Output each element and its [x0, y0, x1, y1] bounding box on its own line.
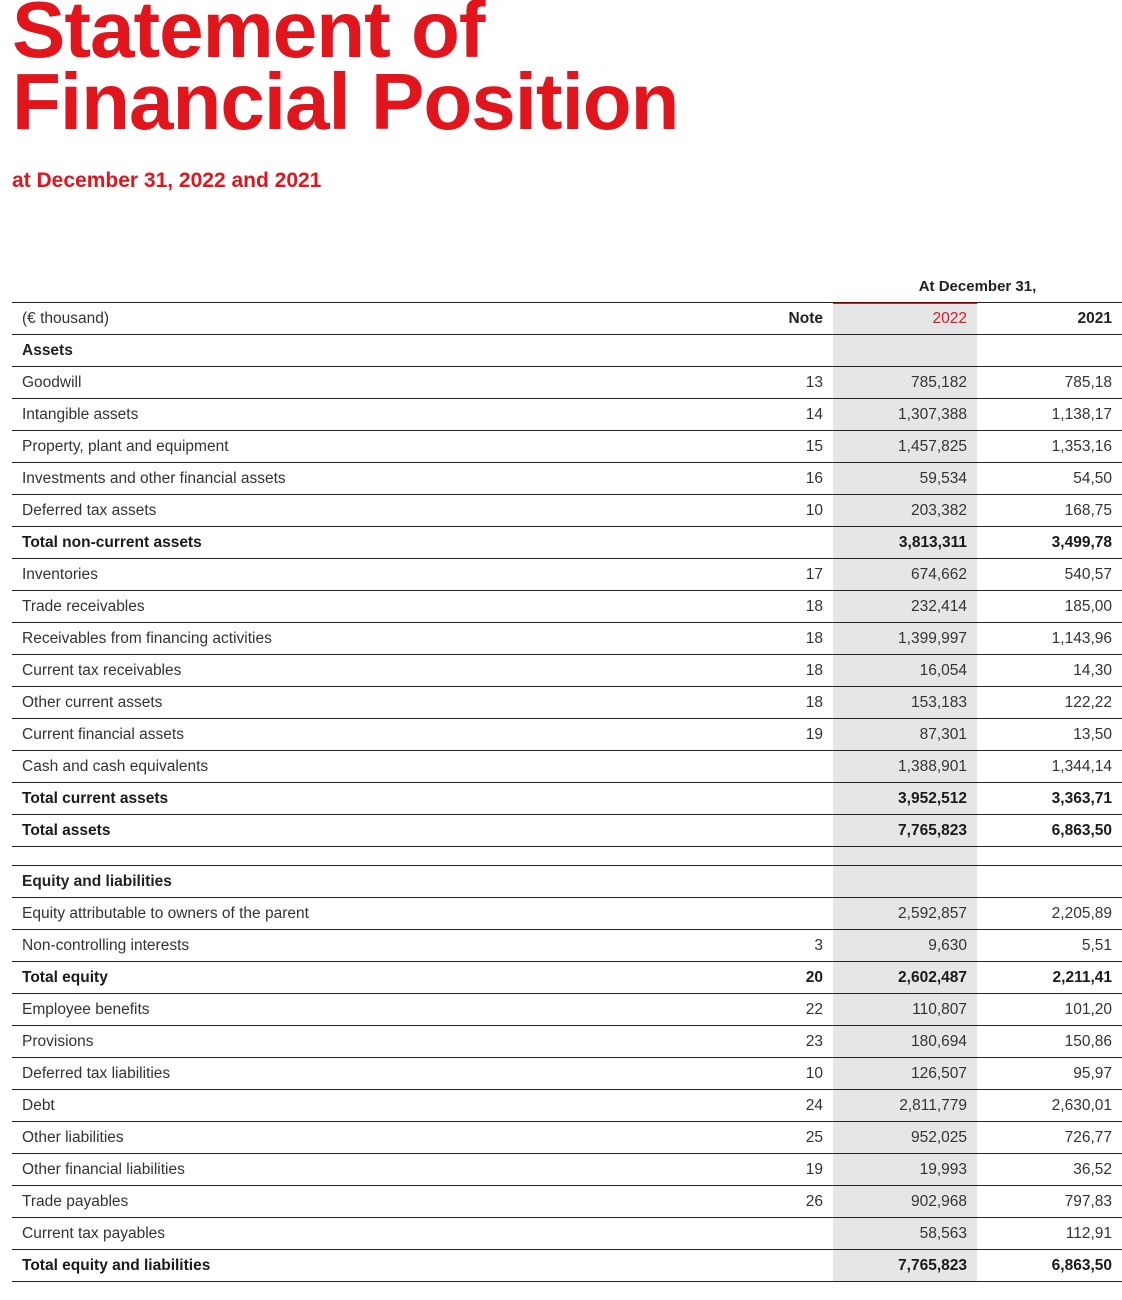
row-value-2021: 726,77: [977, 1122, 1122, 1154]
current-year-header: 2022: [833, 303, 977, 335]
row-label: Provisions: [12, 1026, 733, 1058]
row-note: 17: [733, 559, 833, 591]
note-column-header: Note: [733, 303, 833, 335]
table-row: [12, 1058, 1122, 1090]
row-value-2021: 168,75: [977, 495, 1122, 527]
page-title-line-1: Statement of: [12, 0, 485, 74]
row-label: Cash and cash equivalents: [12, 751, 733, 783]
row-note: 23: [733, 1026, 833, 1058]
row-value-2022: 110,807: [833, 994, 977, 1026]
table-row: [12, 1218, 1122, 1250]
total-row: [12, 815, 1122, 847]
table-row: [12, 751, 1122, 783]
row-value-2021: 150,86: [977, 1026, 1122, 1058]
row-value-2021: 6,863,50: [977, 815, 1122, 847]
row-note: 19: [733, 1154, 833, 1186]
table-row: [12, 1090, 1122, 1122]
table-row: [12, 655, 1122, 687]
row-value-2021: 185,00: [977, 591, 1122, 623]
row-value-2021: 2,630,01: [977, 1090, 1122, 1122]
row-value-2021: [977, 866, 1122, 898]
row-value-2021: 1,138,17: [977, 399, 1122, 431]
row-value-2021: 1,353,16: [977, 431, 1122, 463]
row-label: Investments and other financial assets: [12, 463, 733, 495]
row-value-2022: 952,025: [833, 1122, 977, 1154]
row-value-2022: 2,592,857: [833, 898, 977, 930]
row-label: Deferred tax assets: [12, 495, 733, 527]
table-row: [12, 495, 1122, 527]
row-value-2022: 2,602,487: [833, 962, 977, 994]
row-note: 18: [733, 591, 833, 623]
period-header-row: [12, 270, 1122, 303]
row-note: 10: [733, 495, 833, 527]
statement-table: [12, 270, 1122, 1282]
table-row: [12, 591, 1122, 623]
row-value-2021: 2,205,89: [977, 898, 1122, 930]
row-label: Debt: [12, 1090, 733, 1122]
row-note: 15: [733, 431, 833, 463]
row-note: [733, 1218, 833, 1250]
row-value-2022: 902,968: [833, 1186, 977, 1218]
row-label: Current tax receivables: [12, 655, 733, 687]
table-row: [12, 367, 1122, 399]
row-label: Total equity: [12, 962, 733, 994]
row-note: 14: [733, 399, 833, 431]
row-value-2021: 1,143,96: [977, 623, 1122, 655]
row-note: [733, 335, 833, 367]
row-value-2021: 797,83: [977, 1186, 1122, 1218]
row-label: Other current assets: [12, 687, 733, 719]
total-row: [12, 962, 1122, 994]
row-label: Trade payables: [12, 1186, 733, 1218]
row-value-2021: 540,57: [977, 559, 1122, 591]
table-row: [12, 463, 1122, 495]
row-note: 26: [733, 1186, 833, 1218]
row-note: 16: [733, 463, 833, 495]
row-value-2022: 19,993: [833, 1154, 977, 1186]
row-value-2022: 785,182: [833, 367, 977, 399]
row-label: Other financial liabilities: [12, 1154, 733, 1186]
row-value-2022: [833, 866, 977, 898]
row-label: Equity and liabilities: [12, 866, 733, 898]
row-value-2021: 785,18: [977, 367, 1122, 399]
row-value-2022: 1,388,901: [833, 751, 977, 783]
table-row: [12, 1154, 1122, 1186]
table-row: [12, 994, 1122, 1026]
row-value-2021: 112,91: [977, 1218, 1122, 1250]
row-label: Receivables from financing activities: [12, 623, 733, 655]
row-value-2022: 232,414: [833, 591, 977, 623]
table-row: [12, 1026, 1122, 1058]
table-row: [12, 431, 1122, 463]
table-row: [12, 898, 1122, 930]
row-note: 10: [733, 1058, 833, 1090]
row-note: [733, 866, 833, 898]
total-row: [12, 527, 1122, 559]
row-value-2021: 5,51: [977, 930, 1122, 962]
row-value-2021: 36,52: [977, 1154, 1122, 1186]
row-value-2022: 3,952,512: [833, 783, 977, 815]
table-row: [12, 930, 1122, 962]
table-row: [12, 1122, 1122, 1154]
row-value-2022: 1,399,997: [833, 623, 977, 655]
period-label: At December 31,: [918, 277, 1037, 295]
row-value-2021: 3,499,78: [977, 527, 1122, 559]
row-note: 25: [733, 1122, 833, 1154]
row-note: 18: [733, 623, 833, 655]
row-note: 22: [733, 994, 833, 1026]
row-note: [733, 783, 833, 815]
row-value-2021: 13,50: [977, 719, 1122, 751]
row-value-2022: 7,765,823: [833, 1250, 977, 1282]
row-label: Goodwill: [12, 367, 733, 399]
row-label: Total assets: [12, 815, 733, 847]
row-value-2021: 95,97: [977, 1058, 1122, 1090]
row-value-2022: 7,765,823: [833, 815, 977, 847]
row-value-2022: 180,694: [833, 1026, 977, 1058]
section-header-row: [12, 866, 1122, 898]
page-title: [12, 0, 679, 146]
row-value-2021: 14,30: [977, 655, 1122, 687]
row-note: [733, 815, 833, 847]
page-subtitle: at December 31, 2022 and 2021: [12, 169, 322, 192]
row-value-2022: 1,307,388: [833, 399, 977, 431]
row-note: 18: [733, 687, 833, 719]
row-value-2022: 9,630: [833, 930, 977, 962]
row-label: Equity attributable to owners of the parent: [12, 898, 733, 930]
unit-label: (€ thousand): [12, 303, 733, 335]
row-label: Total equity and liabilities: [12, 1250, 733, 1282]
section-header-row: [12, 335, 1122, 367]
row-note: 18: [733, 655, 833, 687]
row-value-2021: 2,211,41: [977, 962, 1122, 994]
row-value-2022: 87,301: [833, 719, 977, 751]
row-note: 19: [733, 719, 833, 751]
financial-position-table: [12, 270, 1122, 1282]
table-row: [12, 719, 1122, 751]
row-value-2022: 3,813,311: [833, 527, 977, 559]
row-note: 3: [733, 930, 833, 962]
row-value-2022: 674,662: [833, 559, 977, 591]
table-row: [12, 559, 1122, 591]
row-value-2022: 59,534: [833, 463, 977, 495]
section-spacer: [12, 847, 1122, 866]
row-label: Other liabilities: [12, 1122, 733, 1154]
row-note: 13: [733, 367, 833, 399]
row-value-2021: 54,50: [977, 463, 1122, 495]
row-value-2022: 58,563: [833, 1218, 977, 1250]
column-header-row: [12, 303, 1122, 335]
page-title-line-2: Financial Position: [12, 57, 679, 146]
row-label: Assets: [12, 335, 733, 367]
table-row: [12, 687, 1122, 719]
row-note: 20: [733, 962, 833, 994]
table-row: [12, 1186, 1122, 1218]
row-note: [733, 898, 833, 930]
row-label: Current financial assets: [12, 719, 733, 751]
row-value-2022: 2,811,779: [833, 1090, 977, 1122]
row-value-2022: 126,507: [833, 1058, 977, 1090]
row-value-2021: 3,363,71: [977, 783, 1122, 815]
table-row: [12, 399, 1122, 431]
row-value-2021: 122,22: [977, 687, 1122, 719]
row-value-2021: 6,863,50: [977, 1250, 1122, 1282]
total-row: [12, 783, 1122, 815]
previous-year-header: 2021: [977, 303, 1122, 335]
row-value-2021: 101,20: [977, 994, 1122, 1026]
row-label: Non-controlling interests: [12, 930, 733, 962]
row-label: Property, plant and equipment: [12, 431, 733, 463]
row-note: [733, 751, 833, 783]
row-note: [733, 527, 833, 559]
row-label: Intangible assets: [12, 399, 733, 431]
row-label: Inventories: [12, 559, 733, 591]
row-value-2022: 1,457,825: [833, 431, 977, 463]
table-row: [12, 623, 1122, 655]
row-value-2021: 1,344,14: [977, 751, 1122, 783]
row-label: Total current assets: [12, 783, 733, 815]
row-note: [733, 1250, 833, 1282]
row-value-2022: 153,183: [833, 687, 977, 719]
row-label: Current tax payables: [12, 1218, 733, 1250]
row-value-2022: 16,054: [833, 655, 977, 687]
row-label: Employee benefits: [12, 994, 733, 1026]
row-value-2022: [833, 335, 977, 367]
row-note: 24: [733, 1090, 833, 1122]
row-value-2021: [977, 335, 1122, 367]
row-label: Deferred tax liabilities: [12, 1058, 733, 1090]
total-row: [12, 1250, 1122, 1282]
row-value-2022: 203,382: [833, 495, 977, 527]
row-label: Trade receivables: [12, 591, 733, 623]
row-label: Total non-current assets: [12, 527, 733, 559]
